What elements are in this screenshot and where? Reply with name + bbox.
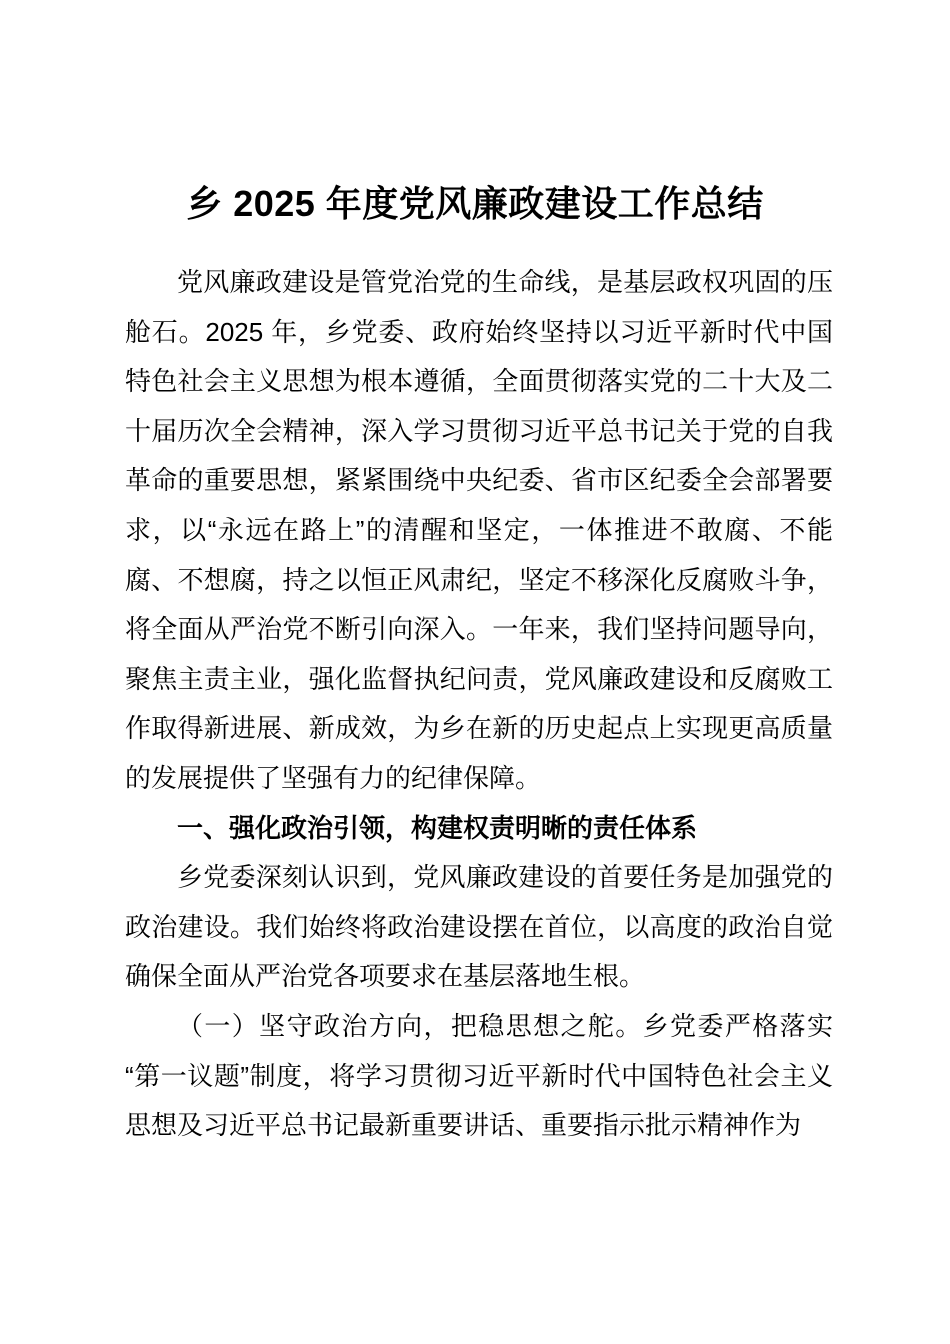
- document-body: [125, 258, 833, 1151]
- section-heading: 一、强化政治引领，构建权责明晰的责任体系: [177, 812, 698, 843]
- paragraph: （一）坚守政治方向，把稳思想之舵。乡党委严格落实“第一议题”制度，将学习贯彻习近平新时代中国特色社会主义思想及习近平总书记最新重要讲话、重要指示批示精神作为: [125, 1010, 833, 1141]
- paragraph: 党风廉政建设是管党治党的生命线，是基层政权巩固的压舱石。2025 年，乡党委、政府始终坚持以习近平新时代中国特色社会主义思想为根本遵循，全面贯彻落实党的二十大及二十届历次全会精神，深入学习贯彻习近平总书记关于党的自我革命的重要思想，紧紧围绕中央纪委、省市区纪委全会部署要求，以“永远在路上”的清醒和坚定，一体推进不敢腐、不能腐、不想腐，持之以恒正风肃纪，坚定不移深化反腐败斗争，将全面从严治党不断引向深入。一年来，我们坚持问题导向，聚焦主责主业，强化监督执纪问责，党风廉政建设和反腐败工作取得新进展、新成效，为乡在新的历史起点上实现更高质量的发展提供了坚强有力的纪律保障。: [125, 267, 833, 793]
- paragraph: 乡党委深刻认识到，党风廉政建设的首要任务是加强党的政治建设。我们始终将政治建设摆在首位，以高度的政治自觉确保全面从严治党各项要求在基层落地生根。: [125, 862, 833, 992]
- document-title: 乡 2025 年度党风廉政建设工作总结: [186, 183, 764, 224]
